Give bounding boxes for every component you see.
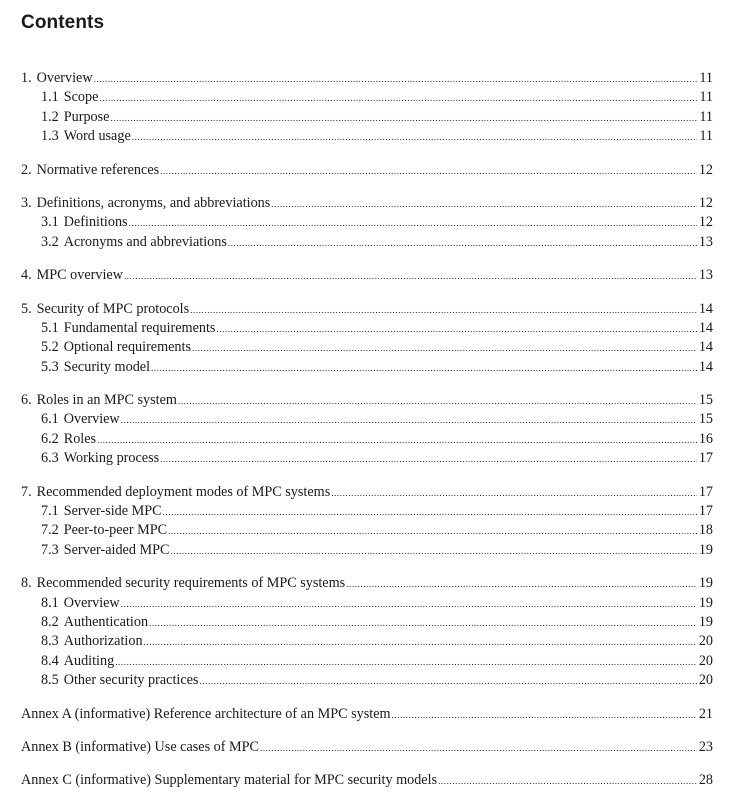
toc-entry[interactable] (21, 69, 713, 88)
dot-leader (271, 195, 697, 214)
toc-entry-title: Scope (63, 89, 99, 106)
toc-entry-number: 5.2 (41, 339, 59, 356)
toc-entry-number: 6. (21, 392, 32, 409)
toc-subentry[interactable] (21, 338, 713, 357)
page-title: Contents (21, 12, 105, 33)
toc-subentry[interactable] (21, 541, 713, 560)
toc-entry[interactable] (21, 483, 713, 502)
dot-leader (216, 320, 696, 339)
toc-entry-number: 5.1 (41, 319, 59, 336)
toc-entry-page-number: 20 (698, 633, 713, 650)
toc-entry-title: Recommended deployment modes of MPC systems (36, 483, 331, 500)
toc-entry-title: Definitions, acronyms, and abbreviations (36, 194, 271, 211)
toc-subentry[interactable] (21, 430, 713, 449)
dot-leader (160, 450, 697, 469)
dot-leader (121, 595, 697, 614)
dot-leader (115, 653, 697, 672)
toc-entry-title: Working process (63, 450, 160, 467)
dot-leader (144, 633, 697, 652)
toc-entry-page-number: 19 (698, 575, 713, 592)
toc-entry-number: 8.4 (41, 652, 59, 669)
toc-entry-title: Annex C (informative) Supplementary material for MPC security models (21, 772, 438, 789)
toc-entry-title: Server-aided MPC (63, 541, 170, 558)
dot-leader (178, 392, 697, 411)
toc-entry-title: Recommended security requirements of MPC systems (36, 575, 346, 592)
toc-entry-number: 2. (21, 161, 32, 178)
toc-entry-page-number: 14 (698, 319, 713, 336)
toc-entry[interactable] (21, 266, 713, 285)
toc-subentry[interactable] (21, 127, 713, 146)
toc-entry-number: 5. (21, 300, 32, 317)
dot-leader (438, 772, 697, 791)
toc-entry-title: Acronyms and abbreviations (63, 233, 227, 250)
toc-subentry[interactable] (21, 632, 713, 651)
toc-entry-number: 1.1 (41, 89, 59, 106)
toc-entry-title: Purpose (63, 108, 110, 125)
toc-entry-page-number: 12 (698, 194, 713, 211)
toc-entry-number: 1.2 (41, 108, 59, 125)
dot-leader (151, 359, 697, 378)
toc-entry-title: Server-side MPC (63, 503, 162, 520)
dot-leader (260, 739, 697, 758)
toc-entry-title: Security of MPC protocols (36, 300, 190, 317)
toc-entry-page-number: 20 (698, 672, 713, 689)
dot-leader (392, 706, 697, 725)
toc-entry-page-number: 11 (699, 128, 713, 145)
toc-entry-page-number: 19 (698, 613, 713, 630)
toc-entry-page-number: 19 (698, 541, 713, 558)
toc-entry[interactable] (21, 300, 713, 319)
toc-entry-page-number: 20 (698, 652, 713, 669)
toc-subentry[interactable] (21, 502, 713, 521)
dot-leader (199, 672, 696, 691)
toc-entry-page-number: 11 (699, 70, 713, 86)
toc-entry-title: Annex A (informative) Reference architecture of an MPC system (21, 705, 391, 722)
toc-entry-page-number: 18 (698, 522, 713, 539)
toc-subentry[interactable] (21, 358, 713, 377)
dot-leader (228, 234, 697, 253)
toc-subentry[interactable] (21, 613, 713, 632)
toc-entry-number: 7.2 (41, 522, 59, 539)
dot-leader (149, 614, 697, 633)
toc-entry[interactable] (21, 194, 713, 213)
toc-entry[interactable] (21, 574, 713, 593)
toc-entry-title: Roles (63, 430, 97, 447)
toc-entry-number: 7.1 (41, 503, 59, 520)
toc-entry-number: 6.3 (41, 450, 59, 467)
toc-entry-page-number: 12 (698, 214, 713, 231)
toc-entry-page-number: 14 (698, 339, 713, 356)
toc-subentry[interactable] (21, 88, 713, 107)
toc-entry-page-number: 11 (699, 89, 713, 106)
dot-leader (110, 109, 697, 128)
toc-subentry[interactable] (21, 652, 713, 671)
toc-entry-title: Other security practices (63, 672, 199, 689)
toc-subentry[interactable] (21, 594, 713, 613)
toc-entry-page-number: 15 (698, 392, 713, 409)
toc-entry-page-number: 21 (698, 705, 713, 722)
toc-entry-title: Authentication (63, 613, 149, 630)
toc-entry-page-number: 19 (698, 594, 713, 611)
toc-entry-number: 3.1 (41, 214, 59, 231)
toc-entry-number: 5.3 (41, 358, 59, 375)
dot-leader (129, 214, 697, 233)
toc-entry[interactable] (21, 771, 713, 790)
toc-entry-page-number: 14 (698, 300, 713, 317)
dot-leader (346, 575, 697, 594)
toc-entry-page-number: 17 (698, 503, 713, 520)
toc-entry[interactable] (21, 705, 713, 724)
toc-subentry[interactable] (21, 671, 713, 690)
toc-entry-title: Word usage (63, 128, 131, 145)
toc-entry-page-number: 12 (698, 161, 713, 178)
toc-subentry[interactable] (21, 319, 713, 338)
dot-leader (331, 484, 697, 503)
toc-subentry[interactable] (21, 213, 713, 232)
toc-entry-number: 8.1 (41, 594, 59, 611)
toc-entry-title: Definitions (63, 214, 128, 231)
dot-leader (192, 339, 697, 358)
toc-entry-page-number: 16 (698, 430, 713, 447)
toc-entry[interactable] (21, 738, 713, 757)
toc-entry-title: Auditing (63, 652, 115, 669)
toc-entry-page-number: 14 (698, 358, 713, 375)
toc-entry-title: Peer-to-peer MPC (63, 522, 168, 539)
dot-leader (94, 70, 697, 89)
dot-leader (190, 301, 697, 320)
dot-leader (168, 522, 697, 541)
toc-entry-number: 8.2 (41, 613, 59, 630)
toc-entry-title: Optional requirements (63, 339, 191, 356)
toc-entry-number: 6.1 (41, 411, 59, 428)
dot-leader (132, 128, 697, 147)
toc-subentry[interactable] (21, 233, 713, 252)
toc-entry-page-number: 13 (698, 267, 713, 284)
toc-entry-number: 6.2 (41, 430, 59, 447)
toc-entry-title: Roles in an MPC system (36, 392, 177, 409)
toc-entry-number: 3. (21, 194, 32, 211)
toc-entry[interactable] (21, 391, 713, 410)
toc-subentry[interactable] (21, 108, 713, 127)
toc-entry-number: 7.3 (41, 541, 59, 558)
toc-entry-title: Overview (36, 70, 93, 86)
toc-entry-page-number: 17 (698, 450, 713, 467)
toc-subentry[interactable] (21, 410, 713, 429)
toc-entry-number: 3.2 (41, 233, 59, 250)
toc-entry-title: Normative references (36, 161, 160, 178)
toc-entry-page-number: 11 (699, 108, 713, 125)
toc-entry-number: 7. (21, 483, 32, 500)
toc-subentry[interactable] (21, 449, 713, 468)
toc-entry-page-number: 17 (698, 483, 713, 500)
toc-entry-number: 1. (21, 70, 32, 86)
toc-entry-title: Fundamental requirements (63, 319, 216, 336)
toc-entry-page-number: 23 (698, 738, 713, 755)
dot-leader (97, 431, 697, 450)
toc-entry-number: 8.3 (41, 633, 59, 650)
toc-entry-title: Overview (63, 411, 120, 428)
toc-entry[interactable] (21, 161, 713, 180)
dot-leader (121, 411, 697, 430)
toc-entry-title: MPC overview (36, 267, 123, 284)
toc-entry-number: 8. (21, 575, 32, 592)
dot-leader (99, 89, 697, 108)
dot-leader (124, 267, 697, 286)
dot-leader (160, 162, 697, 181)
dot-leader (170, 542, 696, 561)
toc-entry-title: Overview (63, 594, 120, 611)
toc-entry-page-number: 28 (698, 772, 713, 789)
toc-entry-title: Annex B (informative) Use cases of MPC (21, 738, 259, 755)
toc-entry-title: Authorization (63, 633, 143, 650)
toc-entry-title: Security model (63, 358, 151, 375)
toc-entry-page-number: 15 (698, 411, 713, 428)
toc-subentry[interactable] (21, 521, 713, 540)
dot-leader (163, 503, 697, 522)
table-of-contents (21, 69, 713, 791)
toc-entry-number: 4. (21, 267, 32, 284)
toc-entry-number: 8.5 (41, 672, 59, 689)
toc-entry-page-number: 13 (698, 233, 713, 250)
toc-entry-number: 1.3 (41, 128, 59, 145)
